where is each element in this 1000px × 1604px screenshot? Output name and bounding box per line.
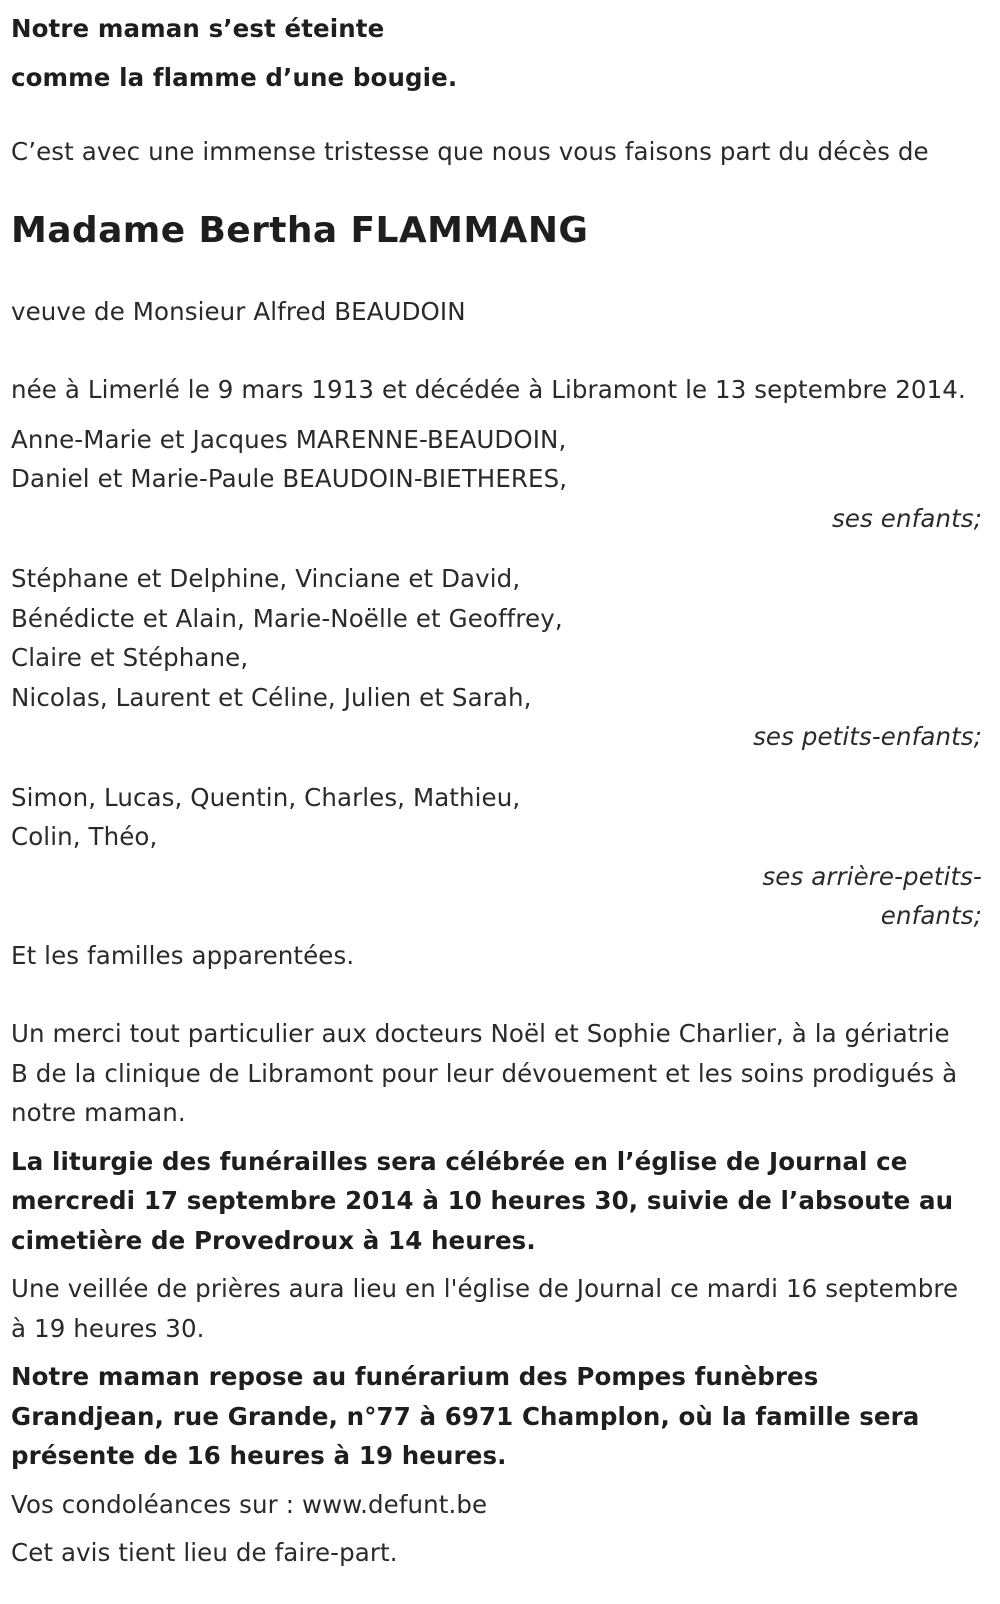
children-label: ses enfants; — [832, 503, 982, 533]
grandchildren-line: Stéphane et Delphine, Vinciane et David, — [11, 564, 521, 593]
vigil-text: Une veillée de prières aura lieu en l'église de Journal ce mardi 16 septembre à 19 heures 30. — [11, 1274, 959, 1343]
relatives-text: Et les familles apparentées. — [11, 940, 355, 970]
children-block — [11, 420, 982, 539]
grandchildren-label: ses petits-enfants; — [753, 722, 982, 751]
grandchildren-block — [11, 559, 982, 757]
repose-details: Notre maman repose au funérarium des Pompes funèbres Grandjean, rue Grande, n°77 à 6971 Champlon, où la famille sera présente de 16 heures à 19 heures. — [11, 1362, 920, 1470]
closing-text: Cet avis tient lieu de faire-part. — [11, 1538, 398, 1567]
great-grandchildren-label-line-1: ses arrière-petits- — [762, 861, 982, 891]
children-line: Anne-Marie et Jacques MARENNE-BEAUDOIN, — [11, 424, 567, 454]
intro-text: C’est avec une immense tristesse que nous vous faisons part du décès de — [11, 137, 929, 166]
children-line: Daniel et Marie-Paule BEAUDOIN-BIETHERES, — [11, 464, 568, 493]
condolences-link[interactable]: www.defunt.be — [301, 1489, 488, 1519]
funeral-details: La liturgie des funérailles sera célébrée en l’église de Journal ce mercredi 17 septembre 2014 à 10 heures 30, suivie de l’absoute au cimetière de Provedroux à 14 heures. — [11, 1146, 954, 1255]
great-grandchildren-label-line-2: enfants; — [880, 901, 982, 930]
condolences-line — [11, 1485, 969, 1525]
thanks-text: Un merci tout particulier aux docteurs Noël et Sophie Charlier, à la gériatrie B de la clinique de Libramont pour leur dévouement et les soins prodigués à notre maman. — [11, 1019, 958, 1127]
widow-of-text: veuve de Monsieur Alfred BEAUDOIN — [11, 296, 466, 326]
great-grandchildren-block — [11, 778, 982, 936]
opening-verse-line-1: Notre maman s’est éteinte — [11, 14, 385, 43]
great-grandchildren-line: Colin, Théo, — [11, 822, 158, 851]
grandchildren-line: Nicolas, Laurent et Céline, Julien et Sarah, — [11, 682, 532, 712]
obituary-notice — [11, 4, 982, 1573]
opening-verse-line-2: comme la flamme d’une bougie. — [11, 63, 458, 92]
birth-death-text: née à Limerlé le 9 mars 1913 et décédée à Libramont le 13 septembre 2014. — [11, 375, 966, 404]
deceased-name: Madame Bertha FLAMMANG — [11, 209, 589, 251]
grandchildren-line: Claire et Stéphane, — [11, 643, 249, 672]
opening-verse — [11, 4, 969, 102]
grandchildren-line: Bénédicte et Alain, Marie-Noëlle et Geoffrey, — [11, 603, 563, 633]
condolences-prefix: Vos condoléances sur : — [11, 1489, 302, 1519]
great-grandchildren-line: Simon, Lucas, Quentin, Charles, Mathieu, — [11, 782, 521, 812]
